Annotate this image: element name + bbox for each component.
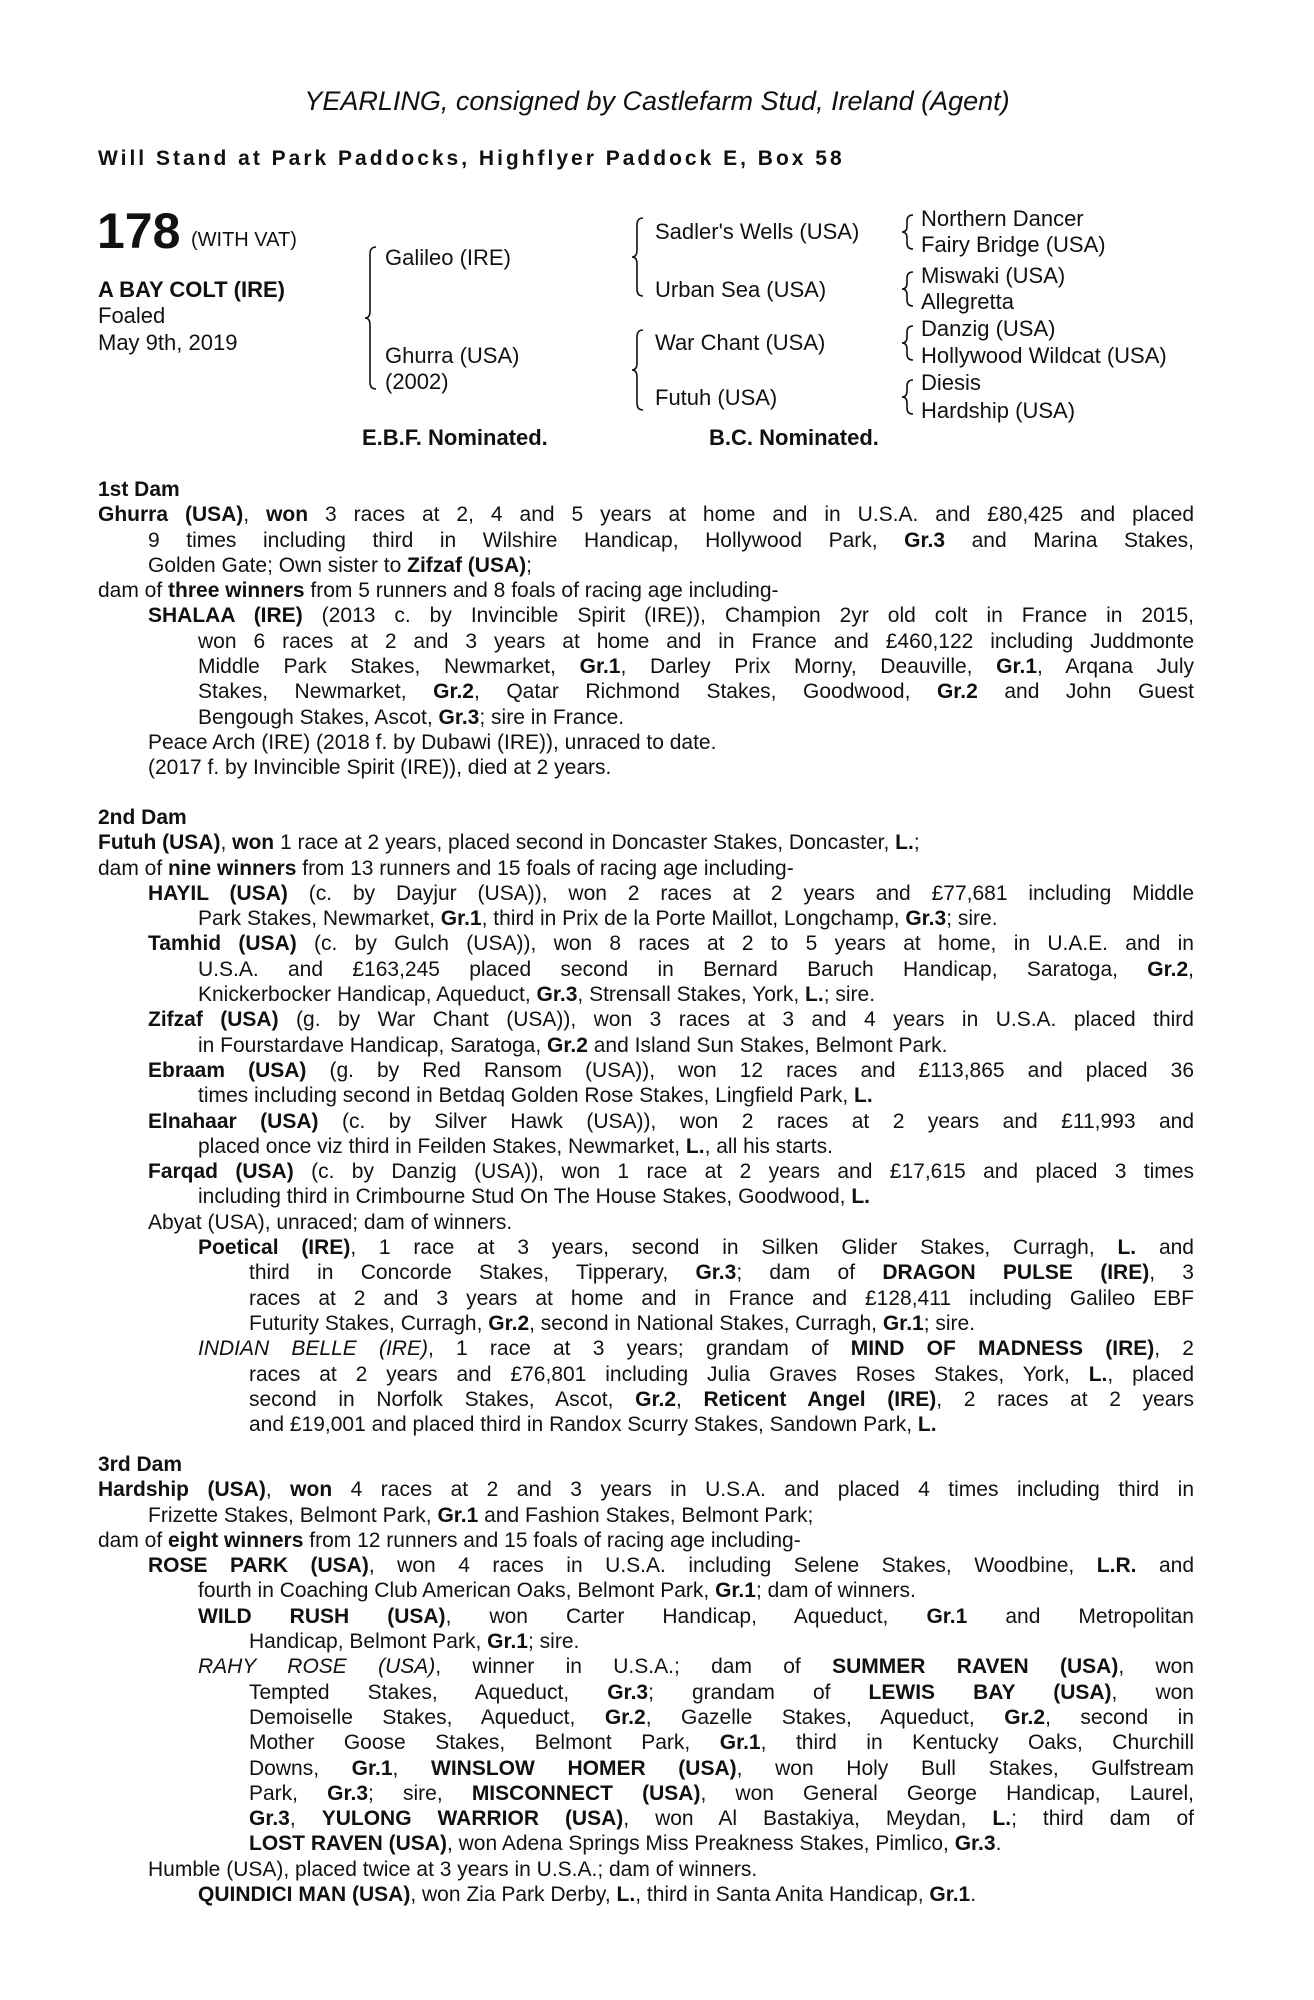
bold-text: Gr.2 [1004,1705,1046,1729]
pedigree-entry [98,730,1194,755]
bold-text: L. [805,983,824,1007]
text: (g. by War Chant (USA)), won 3 races at 3 and 4 years in U.S.A. placed third [278,1008,1194,1032]
bold-text: Gr.2 [635,1387,677,1411]
text: , won [1111,1680,1194,1704]
italic-text: INDIAN BELLE (IRE) [198,1337,428,1361]
text: Mother Goose Stakes, Belmont Park, [249,1731,720,1755]
bold-text: Farqad (USA) [148,1160,294,1184]
pedigree-dam-dam: Futuh (USA) [655,385,778,410]
entry-line [198,1336,1194,1361]
pedigree-entry [98,1159,1194,1210]
text: . [970,1883,977,1907]
text: Frizette Stakes, Belmont Park, [148,1503,438,1527]
text: ; [913,831,920,855]
pedigree-entry [98,1007,1194,1058]
entry-line [148,1159,1194,1184]
pedigree-brace-sire-dam [364,246,378,390]
third-dam-section [98,1452,1194,1907]
lot-number: 178 [97,203,181,259]
pedigree-ggp: Allegretta [921,289,1014,314]
text: dam of [98,579,169,603]
pedigree-entry [98,1477,1194,1528]
bold-text: Ebraam (USA) [148,1058,307,1082]
bold-text: L. [851,1185,870,1209]
entry-line [249,1362,1194,1387]
bold-text: WILD RUSH (USA) [198,1604,446,1628]
pedigree-entry [98,578,1194,603]
text: Park Stakes, Newmarket, [198,907,441,931]
bold-text: Gr.3 [327,1781,369,1805]
bold-text: Gr.1 [926,1604,968,1628]
foaled-label: Foaled [98,303,166,328]
pedigree-entry [98,1109,1194,1160]
text: , Strensall Stakes, York, [577,983,806,1007]
bold-text: SHALAA (IRE) [148,604,303,628]
text: , [265,1478,291,1502]
pedigree-entry [98,1654,1194,1856]
entry-line [198,1578,1194,1603]
text: Humble (USA), placed twice at 3 years in U.S.A.; dam of winners. [148,1857,758,1881]
text: third in Concorde Stakes, Tipperary, [249,1261,696,1285]
pedigree-sire-sire: Sadler's Wells (USA) [655,219,860,244]
text: , [676,1387,704,1411]
entry-line [148,1503,1194,1528]
bold-text: Gr.3 [905,907,947,931]
text: ; third dam of [1011,1807,1194,1831]
text: Middle Park Stakes, Newmarket, [198,655,580,679]
text: second in Norfolk Stakes, Ascot, [249,1387,636,1411]
text: Downs, [249,1756,352,1780]
bold-text: Tamhid (USA) [148,932,297,956]
bold-text: QUINDICI MAN (USA) [198,1883,411,1907]
bold-text: three winners [168,579,305,603]
pedigree-brace-ggp-4 [901,379,915,415]
bold-text: Gr.1 [715,1579,756,1603]
pedigree-entry [98,1336,1194,1437]
entry-line [98,1477,1194,1502]
bold-text: MIND OF MADNESS (IRE) [850,1337,1155,1361]
bold-text: Gr.1 [440,907,482,931]
text: ; sire in France. [479,705,625,729]
text: Futurity Stakes, Curragh, [249,1311,489,1335]
bold-text: Gr.2 [547,1033,588,1057]
entry-line [148,553,1194,578]
text: and John Guest [977,680,1194,704]
bold-text: ROSE PARK (USA) [148,1554,369,1578]
text: , third in Kentucky Oaks, Churchill [760,1731,1194,1755]
text: ; dam of winners. [755,1579,916,1603]
bold-text: Hardship (USA) [98,1478,266,1502]
text: Golden Gate; Own sister to [148,553,408,577]
pedigree-entry [98,830,1194,855]
bold-text: Gr.1 [579,655,621,679]
entry-line [249,1260,1194,1285]
entry-line [148,1058,1194,1083]
text: 9 times including third in Wilshire Handicap, Hollywood Park, [148,528,905,552]
text: (c. by Dayjur (USA)), won 2 races at 2 years and £77,681 including Middle [287,881,1194,905]
text: (2013 c. by Invincible Spirit (IRE)), Champion 2yr old colt in France in 2015, [302,604,1194,628]
bold-text: Gr.2 [1147,957,1189,981]
second-dam-section [98,805,1194,1437]
bold-text: L. [685,1134,705,1158]
section-heading: 2nd Dam [98,806,187,829]
text: , [392,1756,432,1780]
text: Stakes, Newmarket, [198,680,434,704]
text: dam of [98,1528,169,1552]
bold-text: L. [917,1413,937,1437]
text: 1 race at 2 years, placed second in Doncaster Stakes, Doncaster, [274,831,896,855]
bold-text: L. [992,1807,1012,1831]
text: , third in Santa Anita Handicap, [635,1883,930,1907]
text: (c. by Danzig (USA)), won 1 race at 2 years and £17,615 and placed 3 times [293,1160,1194,1184]
bold-text: DRAGON PULSE (IRE) [882,1261,1150,1285]
text: ; sire. [528,1630,580,1654]
bold-text: SUMMER RAVEN (USA) [832,1655,1119,1679]
entry-line [148,931,1194,956]
bold-text: Gr.1 [929,1883,971,1907]
text: , Arqana July [1037,655,1194,679]
text: , 2 [1154,1337,1194,1361]
text: Peace Arch (IRE) (2018 f. by Dubawi (IRE)), unraced to date. [148,730,717,754]
text: , won 4 races in U.S.A. including Selene Stakes, Woodbine, [368,1554,1097,1578]
text: placed once viz third in Feilden Stakes, Newmarket, [198,1134,686,1158]
text: , Darley Prix Morny, Deauville, [620,655,997,679]
entry-line [198,1604,1194,1629]
text: ; [526,553,532,577]
text: , 3 [1149,1261,1194,1285]
bold-text: Gr.2 [433,680,474,704]
bold-text: MISCONNECT (USA) [471,1781,701,1805]
text: , 1 race at 3 years; grandam of [427,1337,851,1361]
pedigree-dam: Ghurra (USA) [385,343,520,368]
text: Tempted Stakes, Aqueduct, [249,1680,608,1704]
text: Park, [249,1781,328,1805]
entry-line [98,578,1194,603]
pedigree-entry [98,1058,1194,1109]
text: , Gazelle Stakes, Aqueduct, [645,1705,1005,1729]
bold-text: Gr.1 [996,655,1038,679]
bold-text: L. [616,1883,636,1907]
pedigree-entry [98,1553,1194,1604]
pedigree-entry [98,856,1194,881]
text: and Metropolitan [967,1604,1194,1628]
text: U.S.A. and £163,245 placed second in Bernard Baruch Handicap, Saratoga, [198,957,1148,981]
pedigree-brace-ggp-2 [901,271,915,307]
text: (2017 f. by Invincible Spirit (IRE)), died at 2 years. [148,756,612,780]
pedigree-brace-sire-line [631,217,645,297]
entry-line [249,1756,1194,1781]
pedigree-ggp: Fairy Bridge (USA) [921,232,1106,257]
bold-text: Gr.3 [904,528,946,552]
bold-text: Gr.2 [604,1705,646,1729]
ebf-nomination: E.B.F. Nominated. [362,425,548,450]
bold-text: Gr.3 [536,983,578,1007]
bold-text: Ghurra (USA) [98,503,244,527]
entry-line [148,1007,1194,1032]
entry-line [198,1184,1194,1209]
bold-text: L. [1117,1236,1137,1260]
text: ; sire. [823,983,876,1007]
text: and [1136,1236,1194,1260]
bold-text: LEWIS BAY (USA) [868,1680,1112,1704]
pedigree-ggp: Northern Dancer [921,206,1084,231]
text: won 6 races at 2 and 3 years at home and in France and £460,122 including Juddmonte [198,629,1194,653]
bold-text: L. [854,1084,873,1108]
catalogue-entry-title: YEARLING, consigned by Castlefarm Stud, Ireland (Agent) [304,86,1010,116]
text: ; grandam of [648,1680,869,1704]
text: ; dam of [736,1261,883,1285]
stabling-location: Will Stand at Park Paddocks, Highflyer Paddock E, Box 58 [98,147,845,170]
bold-text: YULONG WARRIOR (USA) [321,1807,624,1831]
lot-name: A BAY COLT (IRE) [98,277,286,302]
pedigree-entry [98,755,1194,780]
entry-line [249,1705,1194,1730]
bold-text: Gr.1 [351,1756,393,1780]
text: , second in National Stakes, Curragh, [529,1311,883,1335]
text: , all his starts. [704,1134,833,1158]
entry-line [98,856,1194,881]
pedigree-entry [98,1210,1194,1235]
bold-text: Elnahaar (USA) [148,1109,319,1133]
text: , Qatar Richmond Stakes, Goodwood, [473,680,937,704]
entry-line [249,1311,1194,1336]
text: , [243,503,267,527]
text: and [1136,1554,1194,1578]
text: races at 2 years and £76,801 including Julia Graves Roses Stakes, York, [249,1362,1089,1386]
pedigree-brace-ggp-3 [901,325,915,361]
entry-line [249,1629,1194,1654]
entry-line [249,1730,1194,1755]
entry-line [198,679,1194,704]
text: Knickerbocker Handicap, Aqueduct, [198,983,537,1007]
entry-line [249,1781,1194,1806]
bold-text: Futuh (USA) [98,831,221,855]
pedigree-ggp: Hollywood Wildcat (USA) [921,343,1167,368]
bold-text: Zifzaf (USA) [148,1008,279,1032]
text: ; sire. [946,907,998,931]
text: dam of [98,856,169,880]
bold-text: Gr.1 [719,1731,761,1755]
entry-line [198,705,1194,730]
entry-line [249,1387,1194,1412]
pedigree-dam-year: (2002) [385,369,449,394]
text: from 5 runners and 8 foals of racing age including- [304,579,779,603]
first-dam-section [98,477,1194,781]
text: , placed [1107,1362,1194,1386]
text: , second in [1045,1705,1194,1729]
bold-text: Gr.1 [487,1630,528,1654]
pedigree-brace-dam-line [631,329,645,411]
entry-line [249,1680,1194,1705]
pedigree-entry [98,1235,1194,1336]
entry-line [148,1553,1194,1578]
pedigree-ggp: Hardship (USA) [921,398,1076,423]
text: and Fashion Stakes, Belmont Park; [478,1503,814,1527]
bold-text: Gr.2 [936,680,978,704]
text: , third in Prix de la Porte Maillot, Longchamp, [481,907,906,931]
entry-line [148,528,1194,553]
text: times including second in Betdaq Golden Rose Stakes, Lingfield Park, [198,1084,855,1108]
entry-line [148,1857,1194,1882]
bold-text: Gr.3 [695,1261,737,1285]
text: , [289,1807,322,1831]
pedigree-brace-ggp-1 [901,214,915,250]
bold-text: HAYIL (USA) [148,881,288,905]
entry-line [148,1109,1194,1134]
entry-line [198,1235,1194,1260]
text: races at 2 and 3 years at home and in France and £128,411 including Galileo EBF [249,1286,1194,1310]
bold-text: won [232,831,275,855]
entry-line [198,654,1194,679]
bold-text: LOST RAVEN (USA) [249,1832,447,1856]
pedigree-entry [98,1528,1194,1553]
bold-text: Gr.3 [438,705,480,729]
entry-line [98,830,1194,855]
bold-text: Poetical (IRE) [198,1236,351,1260]
text: , [1188,957,1194,981]
section-heading: 1st Dam [98,478,180,501]
entry-line [98,502,1194,527]
entry-line [198,957,1194,982]
entry-line [249,1806,1194,1831]
text: , won Holy Bull Stakes, Gulfstream [736,1756,1194,1780]
text: (c. by Silver Hawk (USA)), won 2 races at 2 years and £11,993 and [318,1109,1194,1133]
text: , [220,831,233,855]
text: and Marina Stakes, [945,528,1194,552]
text: , won Zia Park Derby, [410,1883,617,1907]
pedigree-entry [98,603,1194,729]
text: 4 races at 2 and 3 years in U.S.A. and placed 4 times including third in [332,1478,1194,1502]
bold-text: L. [895,831,914,855]
bold-text: Zifzaf (USA) [407,553,527,577]
entry-line [148,603,1194,628]
bold-text: Gr.1 [437,1503,479,1527]
text: Handicap, Belmont Park, [249,1630,488,1654]
bold-text: won [266,503,309,527]
bold-text: WINSLOW HOMER (USA) [431,1756,737,1780]
bold-text: nine winners [168,856,297,880]
pedigree-entry [98,1882,1194,1907]
entry-line [198,1654,1194,1679]
pedigree-entry [98,1857,1194,1882]
text: ; sire, [368,1781,472,1805]
entry-line [148,730,1194,755]
entry-line [198,906,1194,931]
bold-text: Gr.3 [249,1807,290,1831]
text: from 12 runners and 15 foals of racing age including- [303,1528,801,1552]
italic-text: RAHY ROSE (USA) [198,1655,436,1679]
text: Bengough Stakes, Ascot, [198,705,439,729]
pedigree-ggp: Diesis [921,370,981,395]
bold-text: L.R. [1096,1554,1137,1578]
text: ; sire. [923,1311,976,1335]
text: and £19,001 and placed third in Randox Scurry Stakes, Sandown Park, [249,1413,918,1437]
text: fourth in Coaching Club American Oaks, Belmont Park, [198,1579,716,1603]
text: from 13 runners and 15 foals of racing age including- [296,856,794,880]
entry-line [98,1528,1194,1553]
entry-line [249,1286,1194,1311]
pedigree-entry [98,502,1194,578]
text: Demoiselle Stakes, Aqueduct, [249,1705,605,1729]
foaled-date: May 9th, 2019 [98,330,238,355]
bold-text: Gr.3 [954,1832,996,1856]
text: , won [1118,1655,1194,1679]
text: , winner in U.S.A.; dam of [435,1655,833,1679]
text: Abyat (USA), unraced; dam of winners. [148,1210,513,1234]
text: . [995,1832,1002,1856]
entry-line [249,1412,1194,1437]
section-heading: 3rd Dam [98,1453,183,1476]
text: in Fourstardave Handicap, Saratoga, [198,1033,548,1057]
text: 3 races at 2, 4 and 5 years at home and in U.S.A. and £80,425 and placed [308,503,1194,527]
entry-line [198,1033,1194,1058]
bold-text: won [290,1478,333,1502]
pedigree-sire: Galileo (IRE) [385,245,511,270]
pedigree-entry [98,931,1194,1007]
entry-line [148,1210,1194,1235]
text: , won General George Handicap, Laurel, [700,1781,1194,1805]
entry-line [198,1882,1194,1907]
vat-note: (WITH VAT) [191,229,297,251]
pedigree-entry [98,1604,1194,1655]
bold-text: Gr.2 [488,1311,530,1335]
entry-line [148,755,1194,780]
bold-text: eight winners [168,1528,304,1552]
bold-text: Gr.3 [607,1680,649,1704]
text: , 2 races at 2 years [936,1387,1194,1411]
text: , 1 race at 3 years, second in Silken Glider Stakes, Curragh, [350,1236,1118,1260]
text: , won Adena Springs Miss Preakness Stakes, Pimlico, [446,1832,955,1856]
entry-line [198,982,1194,1007]
bold-text: L. [1088,1362,1108,1386]
bc-nomination: B.C. Nominated. [709,425,879,450]
entry-line [198,1083,1194,1108]
text: , won Carter Handicap, Aqueduct, [445,1604,927,1628]
entry-line [148,881,1194,906]
bold-text: Gr.1 [882,1311,924,1335]
pedigree-sire-dam: Urban Sea (USA) [655,277,827,302]
pedigree-dam-sire: War Chant (USA) [655,330,826,355]
entry-line [198,1134,1194,1159]
text: , won Al Bastakiya, Meydan, [623,1807,993,1831]
text: including third in Crimbourne Stud On The House Stakes, Goodwood, [198,1185,852,1209]
text: (c. by Gulch (USA)), won 8 races at 2 to 5 years at home, in U.A.E. and in [296,932,1194,956]
entry-line [198,629,1194,654]
text: (g. by Red Ransom (USA)), won 12 races and £113,865 and placed 36 [306,1058,1194,1082]
pedigree-ggp: Miswaki (USA) [921,263,1066,288]
text: and Island Sun Stakes, Belmont Park. [587,1033,948,1057]
entry-line [249,1831,1194,1856]
pedigree-ggp: Danzig (USA) [921,316,1056,341]
bold-text: Reticent Angel (IRE) [703,1387,937,1411]
pedigree-entry [98,881,1194,932]
